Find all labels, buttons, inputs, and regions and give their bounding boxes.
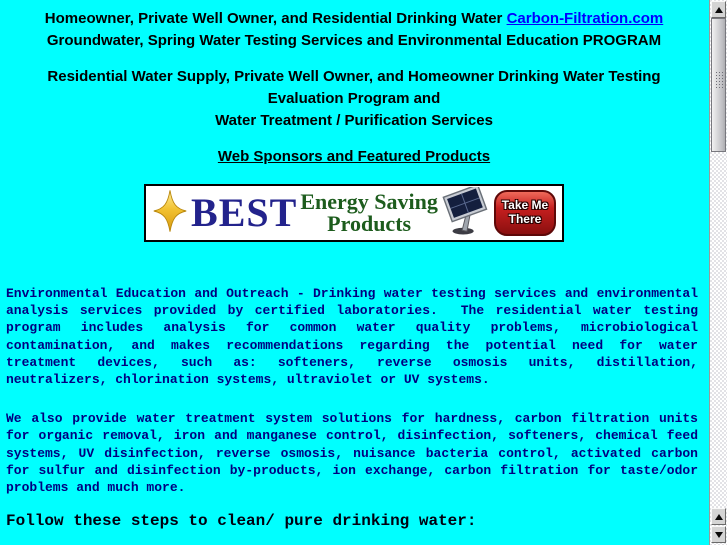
cta-line1: Take Me <box>501 198 549 213</box>
banner-tagline <box>300 188 438 236</box>
down-arrow-icon <box>715 532 723 538</box>
cta-line2: There <box>508 212 542 226</box>
up-arrow-icon <box>715 514 723 520</box>
steps-heading: Follow these steps to clean/ pure drinking water: <box>6 512 477 531</box>
subtitle-line2: Evaluation Program and <box>267 90 441 107</box>
subtitle-line3: Water Treatment / Purification Services <box>215 112 493 129</box>
scroll-up-button[interactable] <box>711 1 726 18</box>
scrollbar-thumb[interactable] <box>711 18 726 152</box>
vertical-scrollbar[interactable] <box>709 0 727 545</box>
solar-panel-icon <box>441 187 491 240</box>
web-sponsors-link[interactable]: Web Sponsors and Featured Products <box>217 148 491 165</box>
sponsor-banner-ad[interactable] <box>144 184 564 242</box>
services-paragraph: We also provide water treatment system solutions for hardness, carbon filtration units for organic removal, iron and manganese control, disinfection, softeners, chemical feed systems, UV disinfection, reverse osmosis, nuisance bacteria control, activated carbon for sulfur and disinfection by-products, ion exchange, carbon filtration for taste/odor problems and much more. <box>6 411 706 496</box>
tagline-line2: Products <box>327 211 412 236</box>
tagline-line1: Energy Saving <box>300 188 438 214</box>
thumb-grip-icon <box>715 71 724 88</box>
subtitle-line1: Residential Water Supply, Private Well Owner, and Homeowner Drinking Water Testing <box>47 68 661 85</box>
scroll-down-button[interactable] <box>711 526 726 543</box>
intro-paragraph: Environmental Education and Outreach - Drinking water testing services and environmental analysis services provided by certified laboratories. The residential water testing program includes analysis for common water quality problems, microbiological contamination, and makes recommendations regarding the potential need for water treatment devices, such as: softeners, reverse osmosis units, distillation, neutralizers, chlorination systems, ultraviolet or UV systems. <box>6 286 706 388</box>
carbon-filtration-link[interactable]: Carbon-Filtration.com <box>506 10 664 27</box>
sponsors-link-row <box>0 146 708 168</box>
page-title-line2: Groundwater, Spring Water Testing Services and Environmental Education PROGRAM <box>46 32 662 49</box>
title-text: Homeowner, Private Well Owner, and Residential Drinking Water <box>44 10 507 27</box>
sparkle-star-icon <box>152 188 188 239</box>
banner-brand-text: BEST <box>191 190 298 235</box>
page-title-line1 <box>0 8 708 30</box>
scroll-up-button-bottom[interactable] <box>711 508 726 525</box>
up-arrow-icon <box>715 7 723 13</box>
take-me-there-button[interactable] <box>494 190 556 236</box>
